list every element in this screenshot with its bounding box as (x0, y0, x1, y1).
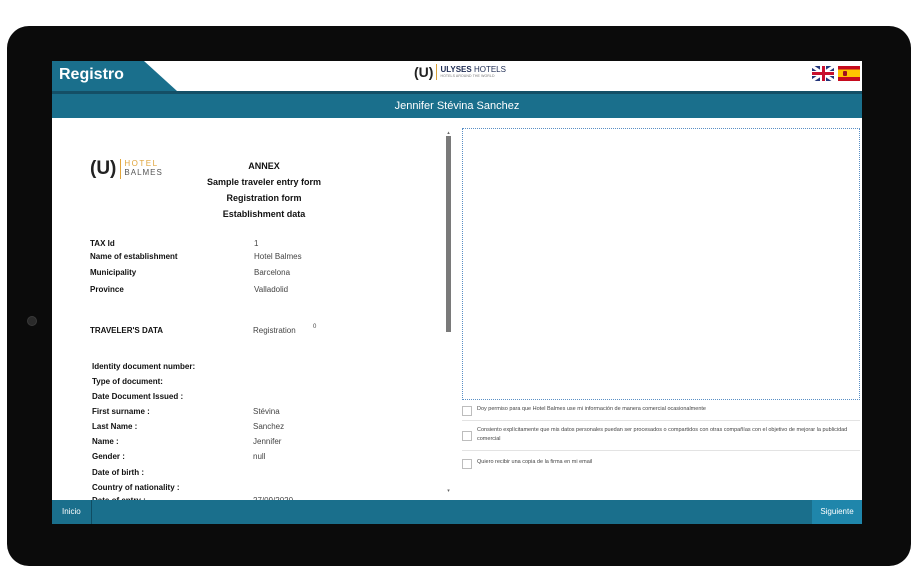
annex-section: Establishment data (222, 209, 306, 219)
municipality-value: Barcelona (254, 268, 291, 277)
document-issued-date-label: Date Document Issued : (92, 392, 184, 401)
inicio-button[interactable]: Inicio (52, 500, 92, 524)
tax-id-label: TAX Id (90, 239, 115, 248)
consent-data-sharing (462, 426, 860, 444)
consent-divider (462, 450, 860, 451)
consent-commercial-use (462, 405, 860, 416)
hotel-logo-line1: HOTEL (124, 159, 159, 169)
consent-commercial-text: Doy permiso para que Hotel Balmes use mi información de manera comercial ocasionalmente (477, 406, 706, 412)
brand-bold: ULYSES (440, 64, 472, 74)
annex-subtitle: Sample traveler entry form (206, 177, 322, 187)
ulyses-logo (414, 64, 506, 80)
footer-bar (52, 500, 862, 524)
name-value: Jennifer (253, 437, 282, 446)
scroll-down-icon[interactable]: ▾ (447, 488, 450, 494)
gender-value: null (253, 452, 266, 461)
consent-data-sharing-text: Consiento explícitamente que mis datos personales puedan ser procesados o compartidos con otras compañías con el objetivo de mejorar la publicidad comercial (477, 427, 848, 442)
identity-document-number-label: Identity document number: (92, 362, 196, 371)
country-of-nationality-label: Country of nationality : (92, 483, 180, 492)
scrollbar-thumb[interactable] (446, 136, 451, 332)
gender-label: Gender : (92, 452, 125, 461)
document-preview (52, 118, 452, 500)
scroll-up-icon[interactable]: ▴ (447, 130, 450, 136)
brand-tagline: HOTELS AROUND THE WORLD (440, 73, 495, 78)
siguiente-button[interactable]: Siguiente (812, 500, 862, 524)
date-of-birth-label: Date of birth : (92, 468, 144, 477)
establishment-name-label: Name of establishment (90, 252, 178, 261)
first-surname-value: Stévina (253, 407, 280, 416)
logo-mark-icon: (U) (414, 64, 434, 80)
brand-name (440, 66, 506, 74)
establishment-name-value: Hotel Balmes (254, 252, 302, 261)
spain-flag-icon[interactable] (838, 66, 860, 81)
consent-email-copy-text: Quiero recibir una copia de la firma en mi email (477, 459, 593, 465)
registration-value: 0 (313, 324, 317, 330)
hotel-logo-line2: BALMES (124, 168, 163, 177)
tax-id-value: 1 (254, 239, 259, 248)
document-type-label: Type of document: (92, 377, 163, 386)
last-name-value: Sanchez (253, 422, 285, 431)
guest-name: Jennifer Stévina Sanchez (394, 100, 520, 112)
consent-commercial-checkbox[interactable] (462, 406, 472, 416)
app-header (52, 61, 862, 91)
annex-form-name: Registration form (226, 193, 302, 203)
province-value: Valladolid (254, 285, 289, 294)
document-scrollbar[interactable] (446, 131, 451, 496)
hotel-logo-text (124, 160, 162, 178)
guest-name-bar (52, 91, 862, 118)
consent-email-copy (462, 458, 860, 469)
registration-label: Registration (253, 326, 296, 335)
hotel-balmes-logo (90, 158, 163, 180)
consent-divider (462, 420, 860, 421)
municipality-label: Municipality (90, 268, 137, 277)
brand-light: HOTELS (473, 64, 506, 74)
hotel-logo-divider (120, 159, 121, 179)
hotel-logo-mark-icon: (U) (90, 158, 117, 179)
annex-title: ANNEX (248, 161, 280, 171)
app-screen (52, 61, 862, 524)
first-surname-label: First surname : (92, 407, 150, 416)
travelers-data-heading: TRAVELER'S DATA (90, 326, 164, 335)
logo-text (440, 66, 506, 79)
annex-heading (184, 158, 344, 222)
province-label: Province (90, 285, 124, 294)
page-title: Registro (59, 66, 124, 83)
signature-pad[interactable] (462, 128, 860, 400)
name-label: Name : (92, 437, 119, 446)
consent-email-copy-checkbox[interactable] (462, 459, 472, 469)
consent-data-sharing-checkbox[interactable] (462, 431, 472, 441)
uk-flag-icon[interactable] (812, 66, 834, 81)
camera-icon (27, 316, 37, 326)
last-name-label: Last Name : (92, 422, 138, 431)
logo-divider (436, 64, 437, 80)
